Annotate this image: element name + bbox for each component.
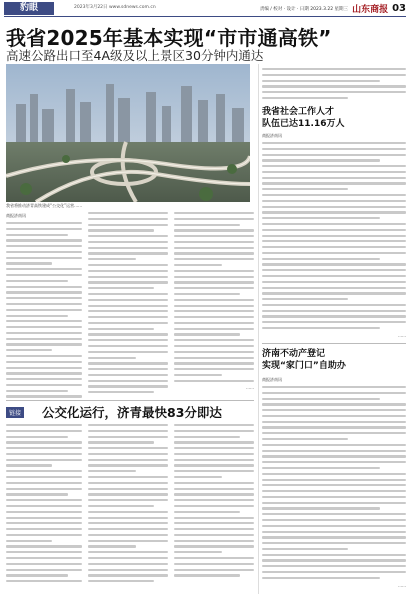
bottom-story-tag: 链接 xyxy=(6,407,24,418)
article-column-1 xyxy=(6,212,82,398)
bottom-story-rule xyxy=(6,400,254,401)
page-subheadline: 高速公路出口至4A级及以上景区30分钟内通达 xyxy=(6,48,264,63)
article-author: …… xyxy=(246,385,254,391)
masthead-links: 2023年3月22日 www.sdnews.com.cn xyxy=(74,5,156,10)
masthead-right xyxy=(260,2,406,15)
sidebar-divider xyxy=(262,343,406,344)
article-column-2 xyxy=(88,212,168,398)
section-logo: 豹眼 xyxy=(4,2,54,15)
photo-caption: 我省将推动济青高铁建成“公交化”运营…… xyxy=(6,203,83,208)
sidebar-story1-lead: 商报济南讯 xyxy=(262,133,282,138)
page-number: 03 xyxy=(392,3,406,14)
sidebar-story2-author: …… xyxy=(398,582,406,588)
page-headline: 我省2025年基本实现“市市通高铁” xyxy=(6,26,332,50)
masthead-bar xyxy=(0,0,410,16)
sidebar-story1-author: …… xyxy=(398,332,406,338)
lead-photo xyxy=(6,64,250,202)
sidebar-top-text xyxy=(262,68,406,102)
masthead-rule xyxy=(4,16,406,17)
article-column-3 xyxy=(174,212,254,398)
bottom-column-3 xyxy=(174,424,254,596)
sidebar-story2-lead: 商报济南讯 xyxy=(262,377,282,382)
article-lead-byline: 商报济南讯 xyxy=(6,213,26,218)
bottom-column-1 xyxy=(6,424,82,596)
bottom-story-headline: 公交化运行，济青最快83分即达 xyxy=(42,405,222,420)
masthead-meta: 责编 / 校对 · 设计 · 日期 2023.3.22 星期三 xyxy=(259,6,349,12)
sidebar-story1-title: 我省社会工作人才 队伍已达11.16万人 xyxy=(262,107,345,129)
sidebar-story2-title: 济南不动产登记 实现“家门口”自助办 xyxy=(262,349,346,371)
column-divider xyxy=(258,64,259,594)
sidebar-story2-body xyxy=(262,376,406,596)
bottom-column-2 xyxy=(88,424,168,596)
brand-name: 山东商报 xyxy=(352,5,389,15)
highway-city-photo xyxy=(6,64,250,202)
sidebar-story1-body xyxy=(262,132,406,340)
